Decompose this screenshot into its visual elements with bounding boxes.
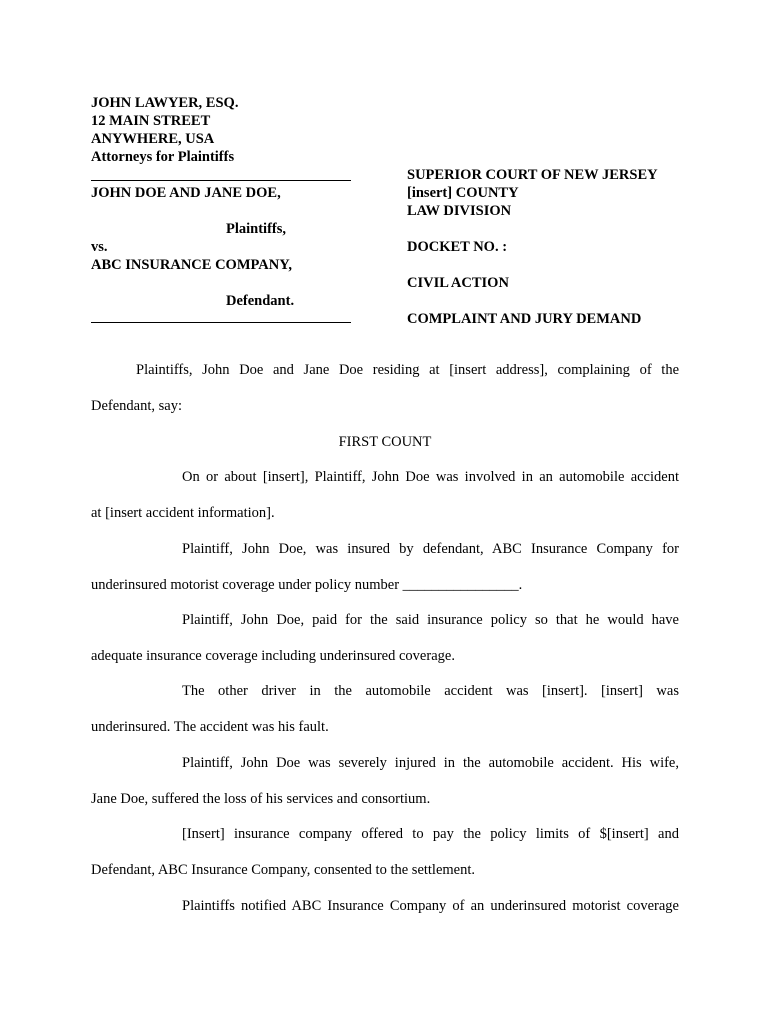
paragraph-line: Defendant, ABC Insurance Company, consented to the settlement.: [91, 862, 476, 878]
paragraph-line: Plaintiff, John Doe, paid for the said insurance policy so that he would have: [182, 612, 679, 628]
court-name: SUPERIOR COURT OF NEW JERSEY: [407, 167, 658, 183]
attorney-city: ANYWHERE, USA: [91, 131, 215, 147]
caption-bottom-rule: [91, 322, 351, 323]
document-title: COMPLAINT AND JURY DEMAND: [407, 311, 642, 327]
plaintiffs-label: Plaintiffs,: [226, 221, 287, 237]
paragraph-line: Plaintiffs notified ABC Insurance Company of an underinsured motorist coverage: [182, 898, 679, 914]
plaintiffs-names: JOHN DOE AND JANE DOE,: [91, 185, 281, 201]
court-division: LAW DIVISION: [407, 203, 512, 219]
defendant-name: ABC INSURANCE COMPANY,: [91, 257, 292, 273]
paragraph-line: Plaintiff, John Doe was severely injured in the automobile accident. His wife,: [182, 755, 679, 771]
paragraph-6: [91, 816, 679, 888]
paragraph-line: underinsured motorist coverage under policy number ________________.: [91, 577, 523, 593]
court-county: [insert] COUNTY: [407, 185, 519, 201]
paragraph-line: at [insert accident information].: [91, 505, 275, 521]
docket-number: DOCKET NO. :: [407, 239, 508, 255]
paragraph-line: [Insert] insurance company offered to pay the policy limits of $[insert] and: [182, 826, 679, 842]
paragraph-line: The other driver in the automobile accident was [insert]. [insert] was: [182, 683, 679, 699]
attorney-role: Attorneys for Plaintiffs: [91, 149, 235, 165]
defendant-label: Defendant.: [226, 293, 295, 309]
paragraph-line: Plaintiff, John Doe, was insured by defendant, ABC Insurance Company for: [182, 541, 679, 557]
paragraph-line: Jane Doe, suffered the loss of his services and consortium.: [91, 791, 431, 807]
paragraph-line: underinsured. The accident was his fault.: [91, 719, 329, 735]
attorney-street: 12 MAIN STREET: [91, 113, 211, 129]
paragraph-5: [91, 745, 679, 817]
caption-top-rule: [91, 180, 351, 181]
intro-line-1: Plaintiffs, John Doe and Jane Doe residing at [insert address], complaining of the: [136, 362, 679, 378]
first-count-heading: FIRST COUNT: [338, 434, 432, 450]
intro-paragraph: [91, 352, 679, 424]
paragraph-1: [91, 459, 679, 531]
paragraph-3: [91, 602, 679, 674]
paragraph-line: adequate insurance coverage including underinsured coverage.: [91, 648, 455, 664]
civil-action: CIVIL ACTION: [407, 275, 509, 291]
paragraph-7: [91, 888, 679, 924]
paragraph-2: [91, 531, 679, 603]
versus-label: vs.: [91, 239, 108, 255]
paragraph-line: On or about [insert], Plaintiff, John Doe was involved in an automobile accident: [182, 469, 679, 485]
attorney-name: JOHN LAWYER, ESQ.: [91, 95, 239, 111]
intro-line-2: Defendant, say:: [91, 398, 182, 414]
paragraph-4: [91, 673, 679, 745]
